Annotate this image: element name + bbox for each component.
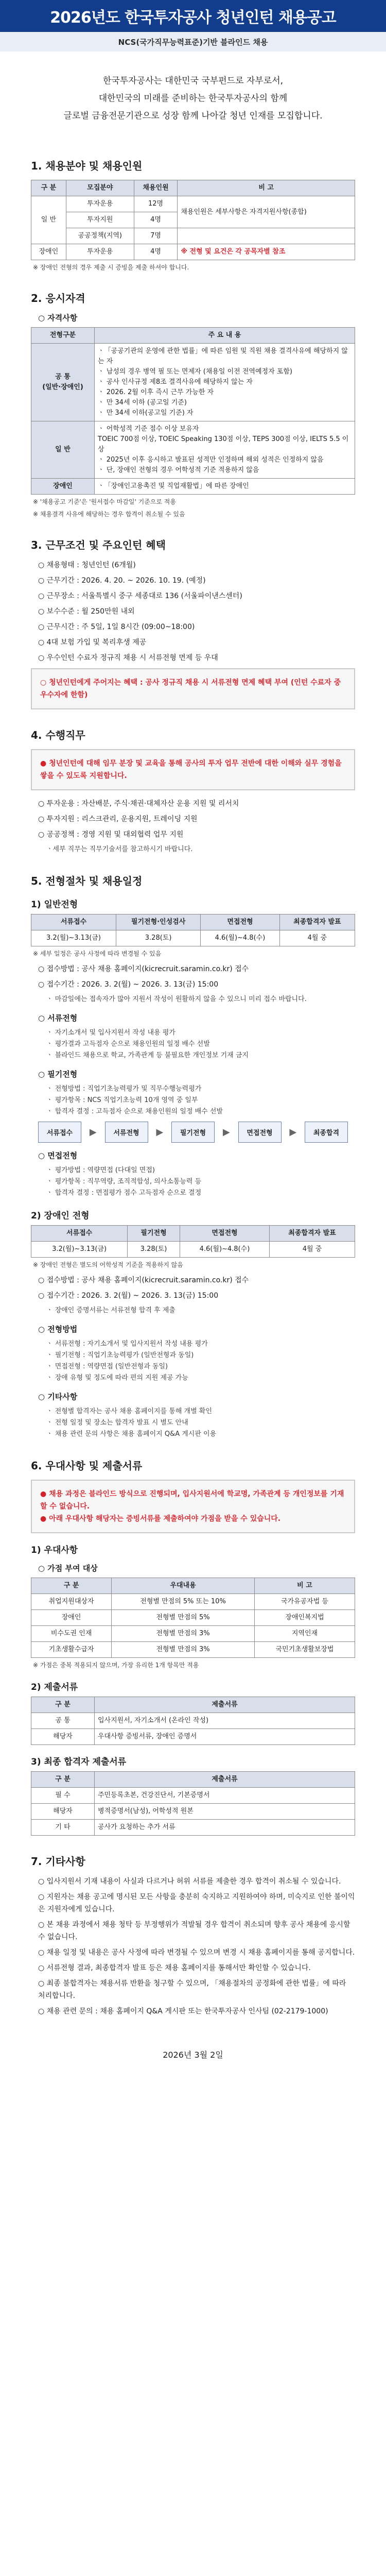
subsection-title: 3) 최종 합격자 제출서류 bbox=[31, 1757, 127, 1767]
section-title: 2. 응시자격 bbox=[31, 292, 85, 304]
table-cell: 기초생활수급자 bbox=[31, 1642, 112, 1658]
list-item: ㆍ 자기소개서 및 입사지원서 작성 내용 평가 bbox=[46, 1029, 176, 1037]
arrow-right-icon: ▶ bbox=[156, 1127, 164, 1138]
process-step: 필기전형 bbox=[171, 1122, 215, 1143]
list-item: ○ 본 채용 과정에서 채용 청탁 등 부정행위가 적발될 경우 합격이 취소되며 향후 공사 채용에 응시할 수 없습니다. bbox=[38, 1921, 350, 1941]
list-item: ㆍ 면접전형 : 역량면접 (일반전형과 동일) bbox=[46, 1363, 168, 1370]
table-row bbox=[31, 196, 355, 212]
qualification-table bbox=[31, 327, 355, 495]
table-cell: 병적증명서(남성), 어학성적 원본 bbox=[95, 1804, 355, 1820]
table-row bbox=[31, 930, 355, 946]
table-cell: 투자운용 bbox=[66, 244, 134, 260]
table-header: 면접전형 bbox=[180, 1226, 269, 1242]
section-title: 7. 기타사항 bbox=[31, 1855, 85, 1868]
list-item: ㆍ 평가항목 : 직무역량, 조직적합성, 의사소통능력 등 bbox=[46, 1178, 202, 1185]
table-cell: 일 반 bbox=[31, 421, 95, 479]
preference-notice bbox=[31, 1480, 355, 1533]
list-item: ○ 근무기간 : 2026. 4. 20. ~ 2026. 10. 19. (예정) bbox=[38, 577, 206, 585]
section-title: 1. 채용분야 및 채용인원 bbox=[31, 160, 143, 172]
table-header: 서류접수 bbox=[31, 914, 116, 930]
benefit-notice bbox=[31, 668, 355, 709]
table-row bbox=[31, 344, 355, 421]
list-item: ㆍ 합격자 결정 : 면접평가 점수 고득점자 순으로 결정 bbox=[46, 1189, 202, 1197]
list-item: ○ 채용 일정 및 내용은 공사 사정에 따라 변경될 수 있으며 변경 시 채용 홈페이지를 통해 공지합니다. bbox=[38, 1948, 355, 1957]
table-cell: 주민등록초본, 건강진단서, 기본증명서 bbox=[95, 1788, 355, 1804]
announcement-date: 2026년 3월 2일 bbox=[163, 2050, 223, 2060]
table-header: 면접전형 bbox=[201, 914, 280, 930]
subsection-title: ○ 가점 부여 대상 bbox=[38, 1564, 98, 1573]
table-cell: 해당자 bbox=[31, 1729, 95, 1745]
list-item: ㆍ 필기전형 : 직업기초능력평가 (일반전형과 동일) bbox=[46, 1351, 194, 1359]
table-row bbox=[31, 1242, 355, 1258]
process-step: 서류전형 bbox=[105, 1122, 148, 1143]
table-cell: 전형별 만점의 3% bbox=[112, 1626, 255, 1642]
subsection-title: 1) 우대사항 bbox=[31, 1545, 78, 1555]
table-row bbox=[31, 1820, 355, 1836]
table-note: ※ 장애인 전형은 별도의 어학성적 기준을 적용하지 않음 bbox=[33, 1261, 183, 1268]
list-item: ○ 입사지원서 기재 내용이 사실과 다르거나 허위 서류를 제출한 경우 합격이 취소될 수 있습니다. bbox=[38, 1877, 341, 1886]
table-note: ※ 채용결격 사유에 해당하는 경우 합격이 취소될 수 있음 bbox=[33, 511, 185, 518]
list-item: ○ 보수수준 : 월 250만원 내외 bbox=[38, 607, 135, 616]
table-header: 제출서류 bbox=[95, 1772, 355, 1788]
table-cell: 취업지원대상자 bbox=[31, 1594, 112, 1610]
notice-text: ● 아래 우대사항 해당자는 증빙서류를 제출하여야 가점을 받을 수 있습니다. bbox=[40, 1515, 281, 1523]
section-title: 5. 전형절차 및 채용일정 bbox=[31, 875, 143, 887]
list-item: ㆍ 전형방법 : 직업기초능력평가 및 직무수행능력평가 bbox=[46, 1085, 202, 1093]
table-cell: 비수도권 인재 bbox=[31, 1626, 112, 1642]
list-item: ㆍ 장애 유형 및 정도에 따라 편의 지원 제공 가능 bbox=[46, 1374, 188, 1382]
list-item: ○ 근무장소 : 서울특별시 중구 세종대로 136 (서울파이낸스센터) bbox=[38, 592, 242, 600]
table-cell: 공공정책(지역) bbox=[66, 228, 134, 244]
list-item: ○ 채용형태 : 청년인턴 (6개월) bbox=[38, 561, 136, 569]
documents-table bbox=[31, 1697, 355, 1745]
table-cell: 지역인재 bbox=[254, 1626, 355, 1642]
list-item: ㆍ 장애인 증명서류는 서류전형 합격 후 제출 bbox=[46, 1307, 176, 1314]
table-header: 필기전형 bbox=[128, 1226, 180, 1242]
table-cell: 장애인복지법 bbox=[254, 1610, 355, 1626]
table-row bbox=[31, 244, 355, 260]
section-title: 4. 수행직무 bbox=[31, 729, 85, 741]
table-row bbox=[31, 1804, 355, 1820]
list-item: ○ 우수인턴 수료자 정규직 채용 시 서류전형 면제 등 우대 bbox=[38, 654, 218, 662]
subsection-title: ○ 기타사항 bbox=[38, 1392, 78, 1401]
table-cell: 장애인 bbox=[31, 244, 66, 260]
disabled-schedule-table bbox=[31, 1225, 355, 1258]
subsection-title: 2) 제출서류 bbox=[31, 1682, 78, 1692]
table-cell: 전형별 만점의 5% 또는 10% bbox=[112, 1594, 255, 1610]
table-cell: 필 수 bbox=[31, 1788, 95, 1804]
list-item: ○ 접수기간 : 2026. 3. 2(월) ~ 2026. 3. 13(금) 15:00 bbox=[38, 1292, 219, 1300]
table-note: ※ 장애인 전형의 경우 제출 시 증빙을 제출 하셔야 합니다. bbox=[33, 264, 189, 271]
table-row bbox=[31, 1729, 355, 1745]
list-item: ○ 접수방법 : 공사 채용 홈페이지(kicrecruit.saramin.co.kr) 접수 bbox=[38, 1276, 249, 1284]
section-title: 3. 근무조건 및 주요인턴 혜택 bbox=[31, 539, 166, 551]
table-cell: 일 반 bbox=[31, 196, 66, 244]
table-header: 우대내용 bbox=[112, 1578, 255, 1594]
list-item: ㆍ 전형 일정 및 장소는 합격자 발표 시 별도 안내 bbox=[46, 1419, 188, 1427]
subsection-title: ○ 자격사항 bbox=[38, 313, 78, 323]
table-cell: 4월 중 bbox=[270, 1242, 355, 1258]
subsection-title: 1) 일반전형 bbox=[31, 900, 78, 910]
section-title: 6. 우대사항 및 제출서류 bbox=[31, 1460, 143, 1472]
list-item: ○ 접수기간 : 2026. 3. 2(월) ~ 2026. 3. 13(금) 15:00 bbox=[38, 980, 219, 989]
table-header: 채용인원 bbox=[134, 180, 178, 196]
table-note: ※ '채용공고 기준'은 '원서접수 마감일' 기준으로 적용 bbox=[33, 498, 176, 505]
list-item: ㆍ 평가항목 : NCS 직업기초능력 10개 영역 중 일부 bbox=[46, 1096, 198, 1104]
table-header: 구 분 bbox=[31, 180, 66, 196]
list-item: ㆍ 블라인드 채용으로 학교, 가족관계 등 불필요한 개인정보 기재 금지 bbox=[46, 1052, 249, 1059]
duty-notice bbox=[31, 749, 355, 790]
table-header: 서류접수 bbox=[31, 1226, 128, 1242]
subsection-title: ○ 서류전형 bbox=[38, 1013, 78, 1023]
list-item: ㆍ 전형별 합격자는 공사 채용 홈페이지를 통해 개별 확인 bbox=[46, 1408, 212, 1415]
list-item: ○ 공공정책 : 경영 지원 및 대외협력 업무 지원 bbox=[38, 831, 184, 839]
notice-text: ○ 청년인턴에게 주어지는 혜택 : 공사 정규직 채용 시 서류전형 면제 혜택 부여 (인턴 수료자 중 우수자에 한함) bbox=[40, 679, 341, 699]
list-item: ㆍ 평가결과 고득점자 순으로 채용인원의 일정 배수 선발 bbox=[46, 1040, 210, 1048]
arrow-right-icon: ▶ bbox=[289, 1127, 297, 1138]
table-cell: 3.28(토) bbox=[128, 1242, 180, 1258]
table-cell: 전형별 만점의 3% bbox=[112, 1642, 255, 1658]
page-title: 2026년도 한국투자공사 청년인턴 채용공고 bbox=[0, 0, 386, 32]
table-cell: 4명 bbox=[134, 212, 178, 228]
list-item: ㆍ 합격자 결정 : 고득점자 순으로 채용인원의 일정 배수 선발 bbox=[46, 1108, 223, 1115]
table-note: ※ 가점은 중복 적용되지 않으며, 가장 유리한 1개 항목만 적용 bbox=[33, 1662, 199, 1669]
table-cell: 국민기초생활보장법 bbox=[254, 1642, 355, 1658]
table-cell: 투자지원 bbox=[66, 212, 134, 228]
subsection-title: 2) 장애인 전형 bbox=[31, 1211, 90, 1221]
intro-line: 한국투자공사는 대한민국 국부펀드로 자부로서, bbox=[102, 76, 284, 86]
schedule-table bbox=[31, 914, 355, 946]
list-item: ○ 지원자는 채용 공고에 명시된 모든 사항을 충분히 숙지하고 지원하여야 하며, 미숙지로 인한 불이익은 지원자에게 있습니다. bbox=[38, 1893, 355, 1913]
table-row bbox=[31, 479, 355, 495]
table-header: 구 분 bbox=[31, 1578, 112, 1594]
notice-text: ● 채용 과정은 블라인드 방식으로 진행되며, 입사지원서에 학교명, 가족관계 등 개인정보를 기재할 수 없습니다. bbox=[40, 1490, 344, 1511]
table-cell: 3.2(월)~3.13(금) bbox=[31, 1242, 128, 1258]
table-cell: 투자운용 bbox=[66, 196, 134, 212]
table-header: 구 분 bbox=[31, 1772, 95, 1788]
table-cell: 3.2(월)~3.13(금) bbox=[31, 930, 116, 946]
table-header: 모집분야 bbox=[66, 180, 134, 196]
table-header: 비 고 bbox=[178, 180, 355, 196]
list-item: ○ 투자운용 : 자산배분, 주식·채권·대체자산 운용 지원 및 리서치 bbox=[38, 800, 239, 808]
list-item: ㆍ 평가방법 : 역량면접 (다대일 면접) bbox=[46, 1166, 155, 1174]
table-row bbox=[31, 421, 355, 479]
table-row bbox=[31, 1788, 355, 1804]
table-cell: 공사가 요청하는 추가 서류 bbox=[95, 1820, 355, 1836]
table-cell: 공 통 (일반·장애인) bbox=[31, 344, 95, 421]
table-header: 전형구분 bbox=[31, 328, 95, 344]
list-item: ○ 접수방법 : 공사 채용 홈페이지(kicrecruit.saramin.co.kr) 접수 bbox=[38, 965, 249, 973]
table-cell: 국가유공자법 등 bbox=[254, 1594, 355, 1610]
table-cell: 전형별 만점의 5% bbox=[112, 1610, 255, 1626]
preference-table bbox=[31, 1578, 355, 1658]
table-row bbox=[31, 228, 355, 244]
table-cell: 장애인 bbox=[31, 1610, 112, 1626]
table-cell: 해당자 bbox=[31, 1804, 95, 1820]
table-cell: 4.6(월)~4.8(수) bbox=[201, 930, 280, 946]
intro-line: 글로벌 금융전문기관으로 성장 함께 나아갈 청년 인재를 모집합니다. bbox=[63, 111, 323, 121]
arrow-right-icon: ▶ bbox=[222, 1127, 230, 1138]
table-header: 필기전형·인성검사 bbox=[116, 914, 200, 930]
table-cell: 3.28(토) bbox=[116, 930, 200, 946]
table-cell: ※ 전형 및 요건은 각 공목자별 참조 bbox=[178, 244, 355, 260]
list-item: ○ 근무시간 : 주 5일, 1일 8시간 (09:00~18:00) bbox=[38, 623, 195, 631]
list-item: ㆍ 서류전형 : 자기소개서 및 입사지원서 작성 내용 평가 bbox=[46, 1340, 208, 1348]
table-note: ※ 세부 일정은 공사 사정에 따라 변경될 수 있음 bbox=[33, 950, 162, 957]
table-cell: 7명 bbox=[134, 228, 178, 244]
table-cell: 4.6(월)~4.8(수) bbox=[180, 1242, 269, 1258]
table-row bbox=[31, 1713, 355, 1729]
list-item: ○ 최종 불합격자는 채용서류 반환을 청구할 수 있으며, 「채용절차의 공정화에 관한 법률」에 따라 처리합니다. bbox=[38, 1979, 346, 2000]
list-item: ㆍ 채용 관련 문의 사항은 채용 홈페이지 Q&A 게시판 이용 bbox=[46, 1430, 217, 1438]
page-subtitle: NCS(국가직무능력표준)기반 블라인드 채용 bbox=[0, 32, 386, 52]
table-cell: 장애인 bbox=[31, 479, 95, 495]
arrow-right-icon: ▶ bbox=[89, 1127, 97, 1138]
table-header: 구 분 bbox=[31, 1697, 95, 1713]
final-documents-table bbox=[31, 1771, 355, 1836]
notice-text: ● 청년인턴에 대해 임무 분장 및 교육을 통해 공사의 투자 업무 전반에 대한 이해와 실무 경험을 쌓을 수 있도록 지원합니다. bbox=[40, 759, 342, 780]
table-cell: 기 타 bbox=[31, 1820, 95, 1836]
table-cell: 우대사항 증빙서류, 장애인 증명서 bbox=[95, 1729, 355, 1745]
subsection-title: ○ 면접전형 bbox=[38, 1151, 78, 1160]
list-item: ○ 4대 보험 가입 및 복리후생 제공 bbox=[38, 638, 147, 647]
list-item: ○ 투자지원 : 리스크관리, 운용지원, 트레이딩 지원 bbox=[38, 815, 198, 823]
table-cell: 12명 bbox=[134, 196, 178, 212]
list-item: ㆍ세부 직무는 직무기술서를 참고하시기 바랍니다. bbox=[46, 845, 193, 853]
table-cell: ㆍ 어학성적 기준 점수 이상 보유자 TOEIC 700점 이상, TOEIC Speaking 130점 이상, TEPS 300점 이상, IELTS 5.5 이상 ㆍ 2025년 이후 응시하고 발표된 성적만 인정하며 해외 성적은 인정하지 않음 ㆍ 단, 장애인 전형의 경우 어학성적 기준 적용하지 않음 bbox=[95, 421, 355, 479]
list-item: ㆍ 마감일에는 접속자가 많아 지원서 작성이 원활하지 않을 수 있으니 미리 접수 바랍니다. bbox=[46, 995, 307, 1003]
table-header: 제출서류 bbox=[95, 1697, 355, 1713]
intro-line: 대한민국의 미래를 준비하는 한국투자공사의 함께 bbox=[98, 93, 288, 104]
table-row bbox=[31, 1594, 355, 1610]
table-row bbox=[31, 1626, 355, 1642]
list-item: ○ 서류전형 결과, 최종합격자 발표 등은 채용 홈페이지를 통해서만 확인할 수 있습니다. bbox=[38, 1964, 311, 1972]
table-cell: ㆍ「공공기관의 운영에 관한 법률」에 따른 임원 및 직원 채용 결격사유에 해당하지 않는 자 ㆍ 남성의 경우 병역 필 또는 면제자 (채용일 이전 전역예정자 포함) ㆍ 공사 인사규정 제8조 결격사유에 해당하지 않는 자 ㆍ 2026. 2월 이후 즉시 근무 가능한 자 ㆍ 만 34세 이하 (공고일 기준) ㆍ 만 34세 이하(공고일 기준) 자 bbox=[95, 344, 355, 421]
table-header: 최종합격자 발표 bbox=[270, 1226, 355, 1242]
table-row bbox=[31, 1642, 355, 1658]
subsection-title: ○ 전형방법 bbox=[38, 1325, 78, 1334]
table-cell: 4명 bbox=[134, 244, 178, 260]
table-cell: 입사지원서, 자기소개서 (온라인 작성) bbox=[95, 1713, 355, 1729]
process-step: 면접전형 bbox=[238, 1122, 282, 1143]
table-header: 비 고 bbox=[254, 1578, 355, 1594]
process-step: 서류접수 bbox=[38, 1122, 81, 1143]
recruit-table bbox=[31, 180, 355, 260]
table-header: 최종합격자 발표 bbox=[279, 914, 355, 930]
table-cell bbox=[178, 228, 355, 244]
subsection-title: ○ 필기전형 bbox=[38, 1070, 78, 1079]
table-cell: 4월 중 bbox=[279, 930, 355, 946]
table-row bbox=[31, 1610, 355, 1626]
table-cell: 채용인원은 세부사항은 자격지원사항(종합) bbox=[178, 196, 355, 228]
table-header: 주 요 내 용 bbox=[95, 328, 355, 344]
process-steps bbox=[38, 1122, 348, 1143]
table-cell: 공 통 bbox=[31, 1713, 95, 1729]
process-step: 최종합격 bbox=[305, 1122, 348, 1143]
list-item: ○ 채용 관련 문의 : 채용 홈페이지 Q&A 게시판 또는 한국투자공사 인사팀 (02-2179-1000) bbox=[38, 2007, 328, 2015]
intro-text bbox=[31, 52, 355, 140]
table-cell: ㆍ「장애인고용촉진 및 직업재활법」에 따른 장애인 bbox=[95, 479, 355, 495]
